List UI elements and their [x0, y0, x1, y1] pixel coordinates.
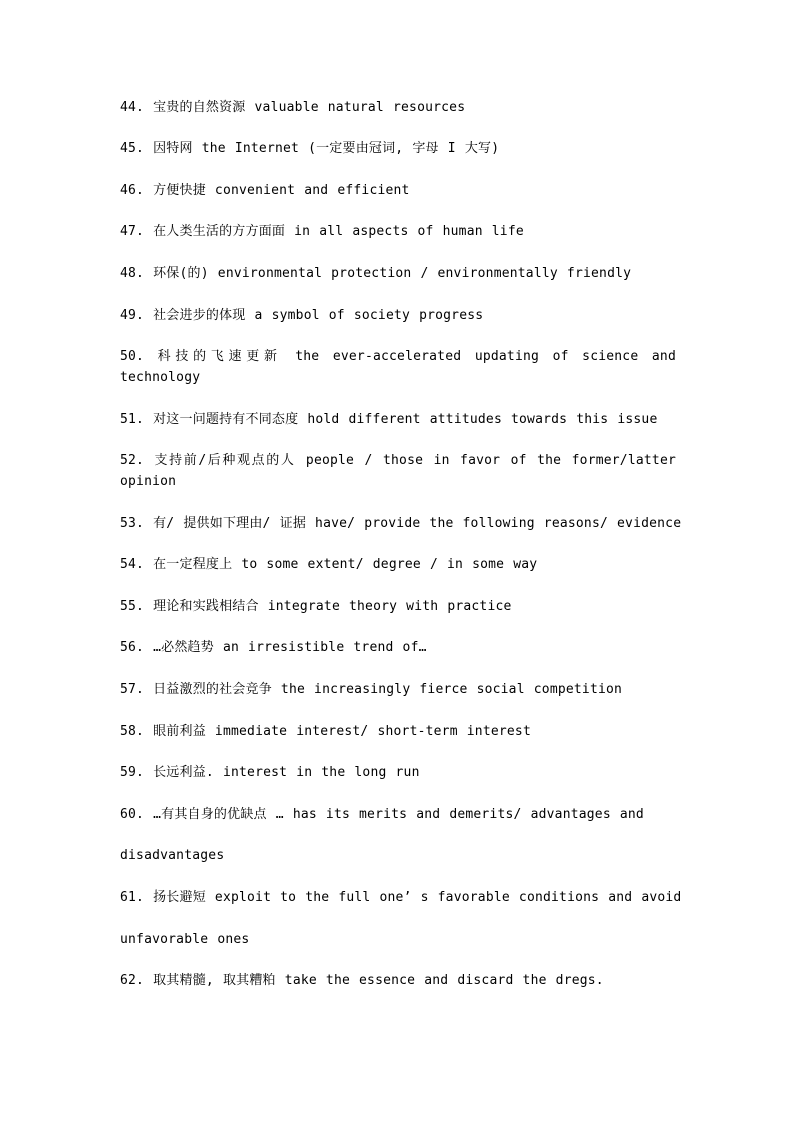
phrase-entry-53: 53. 有/ 提供如下理由/ 证据 have/ provide the following reasons/ evidence — [120, 516, 682, 531]
phrase-entry-57: 57. 日益激烈的社会竞争 the increasingly fierce social competition — [120, 682, 623, 697]
phrase-entry-45: 45. 因特网 the Internet (一定要由冠词, 字母 I 大写) — [120, 141, 500, 156]
phrase-entry-61-continuation: unfavorable ones — [120, 932, 250, 947]
phrase-entry-56: 56. …必然趋势 an irresistible trend of… — [120, 640, 427, 655]
phrase-entry-48: 48. 环保(的) environmental protection / environmentally friendly — [120, 266, 632, 281]
phrase-entry-52: 52. 支持前/后种观点的人 people / those in favor of the former/latter opinion — [120, 453, 686, 489]
phrase-entry-55: 55. 理论和实践相结合 integrate theory with practice — [120, 599, 512, 614]
phrase-entry-62: 62. 取其精髓, 取其糟粕 take the essence and discard the dregs. — [120, 973, 604, 988]
phrase-entry-46: 46. 方便快捷 convenient and efficient — [120, 183, 410, 198]
phrase-entry-59: 59. 长远利益. interest in the long run — [120, 765, 420, 780]
phrase-entry-60-continuation: disadvantages — [120, 848, 225, 863]
phrase-entry-51: 51. 对这一问题持有不同态度 hold different attitudes towards this issue — [120, 412, 658, 427]
phrase-entry-50: 50. 科技的飞速更新 the ever-accelerated updating of science and technology — [120, 349, 686, 385]
phrase-entry-61: 61. 扬长避短 exploit to the full one’ s favorable conditions and avoid — [120, 890, 682, 905]
phrase-entry-44: 44. 宝贵的自然资源 valuable natural resources — [120, 100, 466, 115]
phrase-entry-49: 49. 社会进步的体现 a symbol of society progress — [120, 308, 484, 323]
phrase-entry-54: 54. 在一定程度上 to some extent/ degree / in some way — [120, 557, 538, 572]
phrase-entry-60: 60. …有其自身的优缺点 … has its merits and demerits/ advantages and — [120, 807, 644, 822]
phrase-entry-47: 47. 在人类生活的方方面面 in all aspects of human life — [120, 224, 524, 239]
phrase-entry-58: 58. 眼前利益 immediate interest/ short-term interest — [120, 724, 531, 739]
